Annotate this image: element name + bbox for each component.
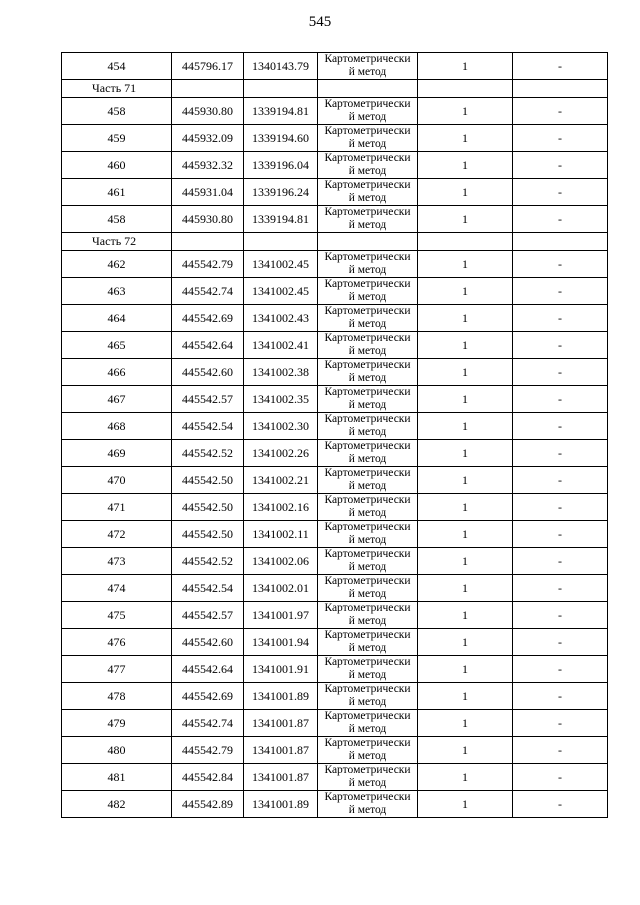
y-coordinate-cell: 1341002.45 (244, 278, 318, 305)
y-coordinate-cell: 1341002.38 (244, 359, 318, 386)
x-coordinate-cell: 445542.52 (172, 440, 244, 467)
part-header-row (62, 80, 608, 98)
method-text-line: Картометрически (324, 332, 411, 344)
y-coordinate-cell: 1339194.81 (244, 98, 318, 125)
method-text-line: й метод (348, 66, 387, 78)
table-row (62, 278, 608, 305)
empty-cell (418, 80, 513, 98)
y-coordinate-cell: 1339194.60 (244, 125, 318, 152)
table-row (62, 179, 608, 206)
method-cell (318, 332, 418, 359)
description-cell: - (513, 179, 608, 206)
x-coordinate-cell: 445542.79 (172, 251, 244, 278)
method-cell (318, 494, 418, 521)
description-cell: - (513, 413, 608, 440)
accuracy-cell: 1 (418, 710, 513, 737)
table-row (62, 602, 608, 629)
method-text-line: Картометрически (324, 413, 411, 425)
description-cell: - (513, 494, 608, 521)
point-number-cell: 468 (62, 413, 172, 440)
method-text-line: й метод (348, 777, 387, 789)
method-cell (318, 305, 418, 332)
method-text-line: й метод (348, 399, 387, 411)
accuracy-cell: 1 (418, 251, 513, 278)
accuracy-cell: 1 (418, 467, 513, 494)
empty-cell (244, 80, 318, 98)
y-coordinate-cell: 1341002.43 (244, 305, 318, 332)
table-row (62, 737, 608, 764)
part-header-row (62, 233, 608, 251)
x-coordinate-cell: 445931.04 (172, 179, 244, 206)
point-number-cell: 467 (62, 386, 172, 413)
point-number-cell: 480 (62, 737, 172, 764)
accuracy-cell: 1 (418, 656, 513, 683)
empty-cell (172, 80, 244, 98)
method-text-line: Картометрически (324, 494, 411, 506)
point-number-cell: 476 (62, 629, 172, 656)
empty-cell (172, 233, 244, 251)
accuracy-cell: 1 (418, 305, 513, 332)
point-number-cell: 479 (62, 710, 172, 737)
x-coordinate-cell: 445542.69 (172, 683, 244, 710)
accuracy-cell: 1 (418, 575, 513, 602)
description-cell: - (513, 332, 608, 359)
y-coordinate-cell: 1341001.89 (244, 683, 318, 710)
table-row (62, 683, 608, 710)
empty-cell (418, 233, 513, 251)
method-cell (318, 602, 418, 629)
y-coordinate-cell: 1341001.89 (244, 791, 318, 818)
table-row (62, 791, 608, 818)
point-number-cell: 462 (62, 251, 172, 278)
x-coordinate-cell: 445542.50 (172, 494, 244, 521)
accuracy-cell: 1 (418, 386, 513, 413)
description-cell: - (513, 278, 608, 305)
table-row (62, 467, 608, 494)
description-cell: - (513, 683, 608, 710)
y-coordinate-cell: 1341001.91 (244, 656, 318, 683)
x-coordinate-cell: 445930.80 (172, 98, 244, 125)
table-row (62, 386, 608, 413)
empty-cell (318, 233, 418, 251)
description-cell: - (513, 575, 608, 602)
part-label: Часть 71 (62, 80, 172, 98)
method-cell (318, 152, 418, 179)
method-text-line: й метод (348, 723, 387, 735)
description-cell: - (513, 125, 608, 152)
y-coordinate-cell: 1341002.30 (244, 413, 318, 440)
point-number-cell: 473 (62, 548, 172, 575)
method-text-line: й метод (348, 165, 387, 177)
x-coordinate-cell: 445542.79 (172, 737, 244, 764)
method-cell (318, 548, 418, 575)
method-text-line: й метод (348, 480, 387, 492)
y-coordinate-cell: 1341002.21 (244, 467, 318, 494)
point-number-cell: 464 (62, 305, 172, 332)
method-text-line: Картометрически (324, 602, 411, 614)
accuracy-cell: 1 (418, 791, 513, 818)
accuracy-cell: 1 (418, 125, 513, 152)
accuracy-cell: 1 (418, 206, 513, 233)
accuracy-cell: 1 (418, 53, 513, 80)
empty-cell (513, 80, 608, 98)
method-text-line: й метод (348, 291, 387, 303)
x-coordinate-cell: 445542.50 (172, 467, 244, 494)
accuracy-cell: 1 (418, 332, 513, 359)
method-text-line: й метод (348, 453, 387, 465)
method-text-line: Картометрически (324, 656, 411, 668)
empty-cell (244, 233, 318, 251)
x-coordinate-cell: 445542.50 (172, 521, 244, 548)
method-text-line: Картометрически (324, 683, 411, 695)
table-row (62, 125, 608, 152)
method-cell (318, 791, 418, 818)
accuracy-cell: 1 (418, 548, 513, 575)
accuracy-cell: 1 (418, 764, 513, 791)
method-text-line: й метод (348, 138, 387, 150)
method-text-line: Картометрически (324, 179, 411, 191)
method-text-line: Картометрически (324, 251, 411, 263)
method-text-line: й метод (348, 669, 387, 681)
method-cell (318, 206, 418, 233)
x-coordinate-cell: 445542.54 (172, 413, 244, 440)
description-cell: - (513, 548, 608, 575)
method-text-line: й метод (348, 192, 387, 204)
point-number-cell: 474 (62, 575, 172, 602)
table-row (62, 764, 608, 791)
point-number-cell: 481 (62, 764, 172, 791)
table-row (62, 575, 608, 602)
x-coordinate-cell: 445542.52 (172, 548, 244, 575)
x-coordinate-cell: 445796.17 (172, 53, 244, 80)
y-coordinate-cell: 1341001.94 (244, 629, 318, 656)
table-row (62, 251, 608, 278)
description-cell: - (513, 98, 608, 125)
method-text-line: й метод (348, 642, 387, 654)
point-number-cell: 471 (62, 494, 172, 521)
point-number-cell: 454 (62, 53, 172, 80)
x-coordinate-cell: 445542.64 (172, 332, 244, 359)
empty-cell (513, 233, 608, 251)
point-number-cell: 477 (62, 656, 172, 683)
method-cell (318, 737, 418, 764)
x-coordinate-cell: 445932.09 (172, 125, 244, 152)
description-cell: - (513, 656, 608, 683)
method-text-line: Картометрически (324, 98, 411, 110)
description-cell: - (513, 440, 608, 467)
y-coordinate-cell: 1340143.79 (244, 53, 318, 80)
table-row (62, 521, 608, 548)
method-text-line: Картометрически (324, 359, 411, 371)
description-cell: - (513, 53, 608, 80)
table-row (62, 494, 608, 521)
accuracy-cell: 1 (418, 629, 513, 656)
y-coordinate-cell: 1341002.06 (244, 548, 318, 575)
x-coordinate-cell: 445542.64 (172, 656, 244, 683)
y-coordinate-cell: 1341002.11 (244, 521, 318, 548)
description-cell: - (513, 251, 608, 278)
table-row (62, 629, 608, 656)
y-coordinate-cell: 1341002.41 (244, 332, 318, 359)
x-coordinate-cell: 445542.69 (172, 305, 244, 332)
table-row (62, 53, 608, 80)
method-text-line: Картометрически (324, 305, 411, 317)
x-coordinate-cell: 445542.74 (172, 278, 244, 305)
table-row (62, 710, 608, 737)
y-coordinate-cell: 1341001.87 (244, 710, 318, 737)
point-number-cell: 463 (62, 278, 172, 305)
x-coordinate-cell: 445542.89 (172, 791, 244, 818)
point-number-cell: 469 (62, 440, 172, 467)
accuracy-cell: 1 (418, 602, 513, 629)
method-text-line: Картометрически (324, 467, 411, 479)
method-text-line: Картометрически (324, 53, 411, 65)
description-cell: - (513, 359, 608, 386)
method-text-line: Картометрически (324, 764, 411, 776)
method-cell (318, 467, 418, 494)
point-number-cell: 460 (62, 152, 172, 179)
point-number-cell: 475 (62, 602, 172, 629)
description-cell: - (513, 710, 608, 737)
x-coordinate-cell: 445542.74 (172, 710, 244, 737)
description-cell: - (513, 305, 608, 332)
accuracy-cell: 1 (418, 278, 513, 305)
description-cell: - (513, 791, 608, 818)
method-text-line: Картометрически (324, 152, 411, 164)
method-cell (318, 125, 418, 152)
accuracy-cell: 1 (418, 440, 513, 467)
table-row (62, 548, 608, 575)
method-text-line: Картометрически (324, 710, 411, 722)
accuracy-cell: 1 (418, 683, 513, 710)
x-coordinate-cell: 445930.80 (172, 206, 244, 233)
method-text-line: Картометрически (324, 737, 411, 749)
accuracy-cell: 1 (418, 494, 513, 521)
method-cell (318, 710, 418, 737)
y-coordinate-cell: 1339196.04 (244, 152, 318, 179)
accuracy-cell: 1 (418, 179, 513, 206)
description-cell: - (513, 386, 608, 413)
method-text-line: й метод (348, 507, 387, 519)
method-cell (318, 386, 418, 413)
description-cell: - (513, 521, 608, 548)
part-label: Часть 72 (62, 233, 172, 251)
accuracy-cell: 1 (418, 98, 513, 125)
method-text-line: й метод (348, 264, 387, 276)
method-cell (318, 656, 418, 683)
method-text-line: Картометрически (324, 548, 411, 560)
method-text-line: й метод (348, 804, 387, 816)
table-row (62, 440, 608, 467)
method-cell (318, 764, 418, 791)
method-cell (318, 575, 418, 602)
method-cell (318, 413, 418, 440)
x-coordinate-cell: 445542.57 (172, 386, 244, 413)
description-cell: - (513, 206, 608, 233)
table-row (62, 206, 608, 233)
method-text-line: Картометрически (324, 791, 411, 803)
table-body (62, 53, 608, 818)
method-text-line: Картометрически (324, 125, 411, 137)
x-coordinate-cell: 445932.32 (172, 152, 244, 179)
method-cell (318, 683, 418, 710)
y-coordinate-cell: 1341001.87 (244, 737, 318, 764)
method-text-line: й метод (348, 111, 387, 123)
method-text-line: й метод (348, 750, 387, 762)
accuracy-cell: 1 (418, 737, 513, 764)
method-cell (318, 278, 418, 305)
x-coordinate-cell: 445542.60 (172, 359, 244, 386)
x-coordinate-cell: 445542.60 (172, 629, 244, 656)
point-number-cell: 461 (62, 179, 172, 206)
accuracy-cell: 1 (418, 359, 513, 386)
method-text-line: Картометрически (324, 575, 411, 587)
empty-cell (318, 80, 418, 98)
point-number-cell: 458 (62, 206, 172, 233)
point-number-cell: 478 (62, 683, 172, 710)
y-coordinate-cell: 1341002.16 (244, 494, 318, 521)
point-number-cell: 465 (62, 332, 172, 359)
description-cell: - (513, 764, 608, 791)
method-text-line: Картометрически (324, 386, 411, 398)
x-coordinate-cell: 445542.84 (172, 764, 244, 791)
method-cell (318, 98, 418, 125)
method-text-line: й метод (348, 345, 387, 357)
method-text-line: Картометрически (324, 440, 411, 452)
accuracy-cell: 1 (418, 152, 513, 179)
accuracy-cell: 1 (418, 521, 513, 548)
table-row (62, 152, 608, 179)
method-text-line: Картометрически (324, 206, 411, 218)
method-text-line: й метод (348, 426, 387, 438)
table-row (62, 305, 608, 332)
y-coordinate-cell: 1339196.24 (244, 179, 318, 206)
method-text-line: Картометрически (324, 629, 411, 641)
y-coordinate-cell: 1341001.97 (244, 602, 318, 629)
point-number-cell: 472 (62, 521, 172, 548)
point-number-cell: 459 (62, 125, 172, 152)
point-number-cell: 482 (62, 791, 172, 818)
method-cell (318, 521, 418, 548)
y-coordinate-cell: 1341002.45 (244, 251, 318, 278)
method-text-line: й метод (348, 561, 387, 573)
description-cell: - (513, 467, 608, 494)
description-cell: - (513, 737, 608, 764)
table-row (62, 656, 608, 683)
table-row (62, 98, 608, 125)
point-number-cell: 466 (62, 359, 172, 386)
method-cell (318, 359, 418, 386)
y-coordinate-cell: 1341002.26 (244, 440, 318, 467)
method-text-line: й метод (348, 219, 387, 231)
method-text-line: й метод (348, 534, 387, 546)
table-row (62, 332, 608, 359)
method-cell (318, 53, 418, 80)
page-number: 545 (308, 14, 332, 30)
description-cell: - (513, 152, 608, 179)
method-text-line: Картометрически (324, 521, 411, 533)
method-text-line: й метод (348, 588, 387, 600)
accuracy-cell: 1 (418, 413, 513, 440)
method-text-line: й метод (348, 615, 387, 627)
description-cell: - (513, 629, 608, 656)
method-text-line: Картометрически (324, 278, 411, 290)
method-cell (318, 629, 418, 656)
table-row (62, 413, 608, 440)
coordinates-table (61, 52, 608, 818)
method-text-line: й метод (348, 696, 387, 708)
y-coordinate-cell: 1341002.01 (244, 575, 318, 602)
y-coordinate-cell: 1341002.35 (244, 386, 318, 413)
method-cell (318, 179, 418, 206)
y-coordinate-cell: 1341001.87 (244, 764, 318, 791)
x-coordinate-cell: 445542.54 (172, 575, 244, 602)
method-text-line: й метод (348, 372, 387, 384)
table-row (62, 359, 608, 386)
x-coordinate-cell: 445542.57 (172, 602, 244, 629)
method-text-line: й метод (348, 318, 387, 330)
point-number-cell: 470 (62, 467, 172, 494)
point-number-cell: 458 (62, 98, 172, 125)
method-cell (318, 251, 418, 278)
method-cell (318, 440, 418, 467)
description-cell: - (513, 602, 608, 629)
y-coordinate-cell: 1339194.81 (244, 206, 318, 233)
